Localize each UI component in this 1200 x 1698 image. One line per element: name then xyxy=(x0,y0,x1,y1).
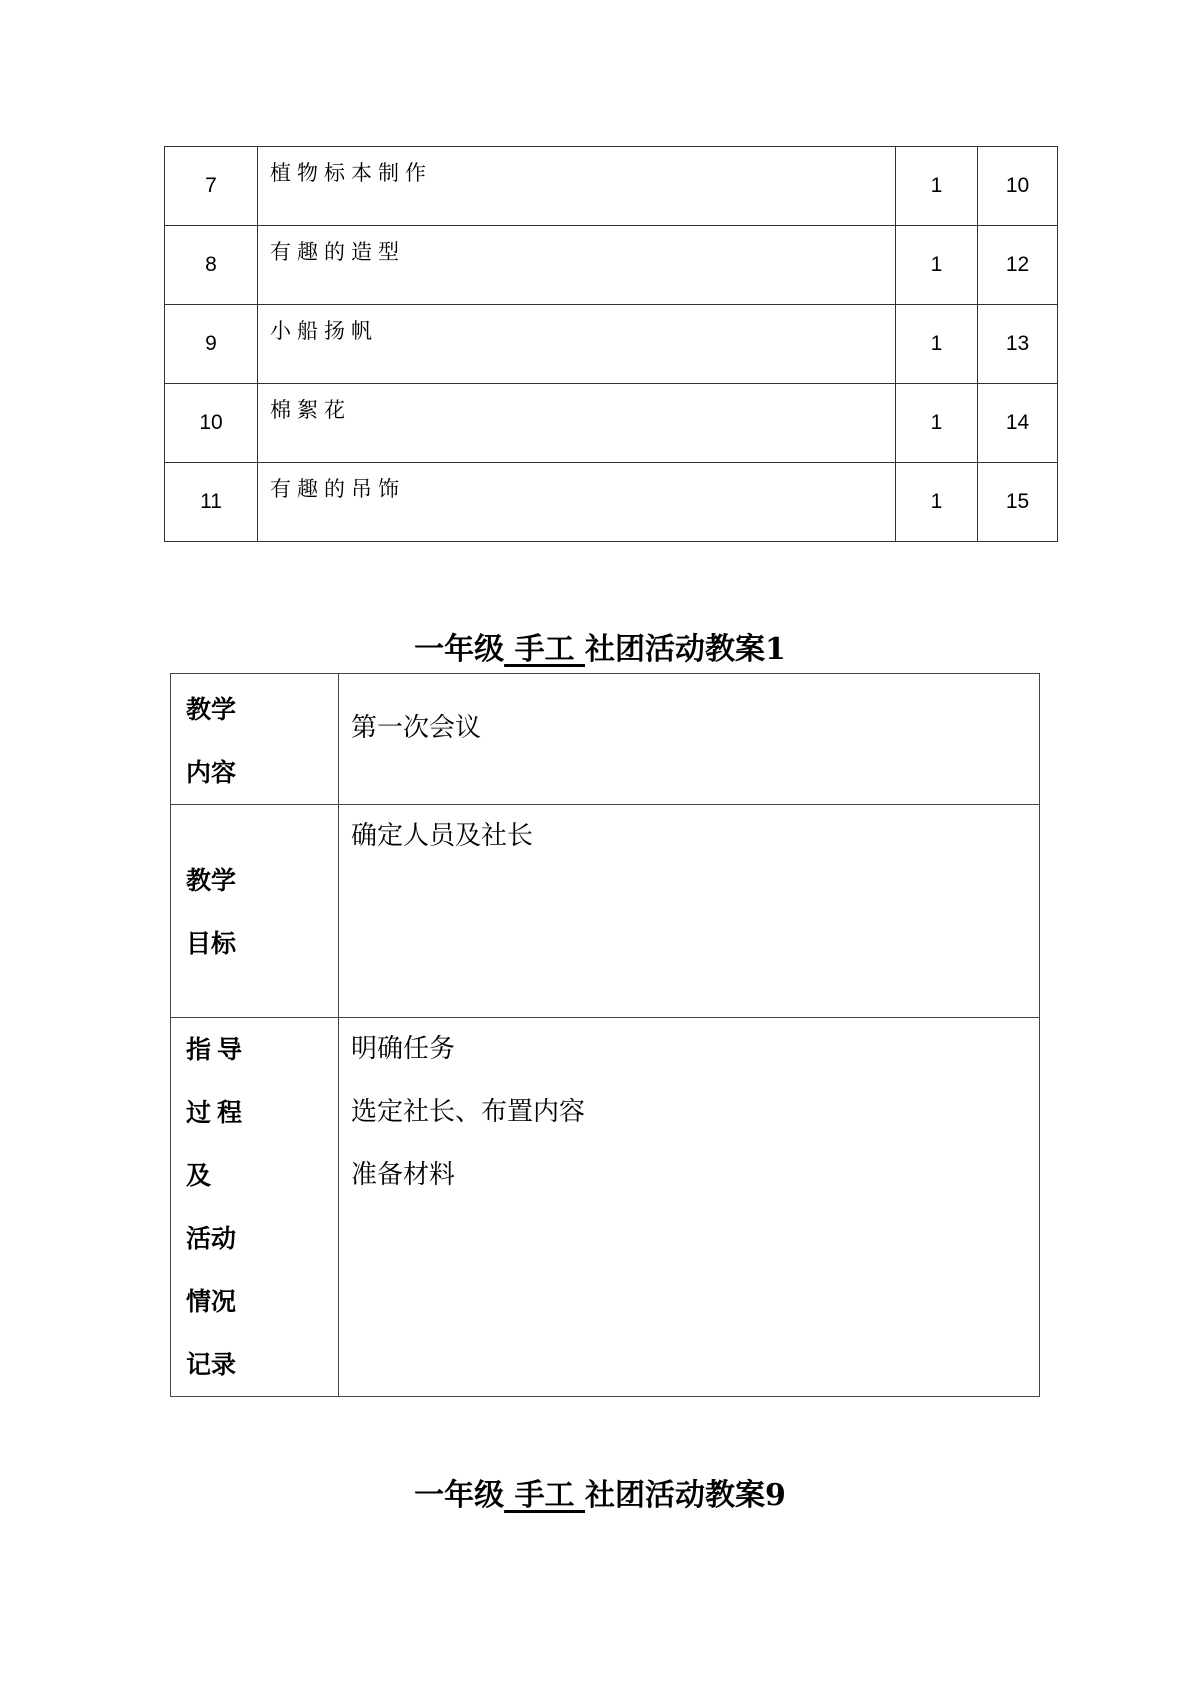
plan-process-row xyxy=(171,1018,1040,1397)
schedule-week: 14 xyxy=(978,384,1058,463)
process-step: 准备材料 xyxy=(351,1160,456,1190)
schedule-row xyxy=(165,384,1058,463)
goal-value: 确定人员及社长 xyxy=(339,805,1040,1018)
process-label: 指导 过程 及 活动 情况 记录 xyxy=(171,1018,339,1397)
plan-goal-row xyxy=(171,805,1040,1018)
schedule-number: 11 xyxy=(165,463,258,542)
schedule-topic: 小船扬帆 xyxy=(258,305,896,384)
plan-9-title-prefix: 一年级 xyxy=(414,1478,505,1513)
schedule-week: 13 xyxy=(978,305,1058,384)
schedule-hours: 1 xyxy=(896,226,978,305)
plan-1-table xyxy=(170,673,1040,1397)
schedule-topic: 有趣的造型 xyxy=(258,226,896,305)
schedule-number: 10 xyxy=(165,384,258,463)
schedule-topic: 有趣的吊饰 xyxy=(258,463,896,542)
process-step: 选定社长、布置内容 xyxy=(351,1097,586,1127)
plan-9-title-suffix: 社团活动教案 xyxy=(585,1478,766,1513)
schedule-table xyxy=(164,146,1058,542)
schedule-topic: 植物标本制作 xyxy=(258,147,896,226)
schedule-hours: 1 xyxy=(896,147,978,226)
schedule-hours: 1 xyxy=(896,384,978,463)
schedule-hours: 1 xyxy=(896,463,978,542)
schedule-row xyxy=(165,147,1058,226)
plan-1-title-suffix: 社团活动教案 xyxy=(585,632,766,667)
content-label: 教学 内容 xyxy=(171,674,339,805)
plan-1-title-subject: 手工 xyxy=(514,632,575,667)
schedule-row xyxy=(165,305,1058,384)
schedule-row xyxy=(165,463,1058,542)
schedule-hours: 1 xyxy=(896,305,978,384)
schedule-week: 10 xyxy=(978,147,1058,226)
schedule-week: 15 xyxy=(978,463,1058,542)
plan-content-row xyxy=(171,674,1040,805)
plan-1-title-number: 1 xyxy=(765,632,786,667)
plan-9-title-number: 9 xyxy=(765,1478,786,1513)
schedule-week: 12 xyxy=(978,226,1058,305)
content-value: 第一次会议 xyxy=(339,674,1040,805)
process-step: 明确任务 xyxy=(351,1034,456,1064)
schedule-number: 8 xyxy=(165,226,258,305)
schedule-number: 7 xyxy=(165,147,258,226)
schedule-row xyxy=(165,226,1058,305)
plan-1-title xyxy=(0,624,1200,668)
schedule-topic: 棉絮花 xyxy=(258,384,896,463)
goal-label: 教学 目标 xyxy=(171,805,339,1018)
plan-9-title xyxy=(0,1470,1200,1514)
process-values xyxy=(339,1018,1040,1397)
schedule-number: 9 xyxy=(165,305,258,384)
plan-9-title-subject: 手工 xyxy=(514,1478,575,1513)
plan-1-title-prefix: 一年级 xyxy=(414,632,505,667)
